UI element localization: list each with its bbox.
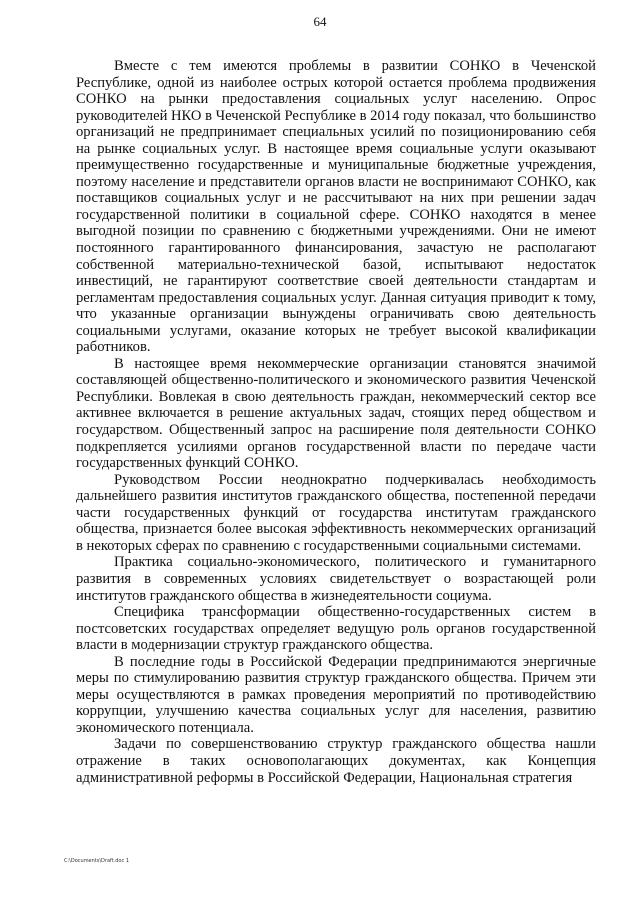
paragraph-sonko-problems: Вместе с тем имеются проблемы в развитии СОНКО в Чеченской Республике, одной из наиболее острых которой остается проблема продвижения СОНКО на рынки предоставления социальных услуг населению. Опрос руководителей НКО в Чеченской Республике в 2014 году показал, что большинство организаций не предпринимает специальных усилий по позиционированию себя на рынке социальных услуг. В настоящее время социальные услуги оказывают преимущественно государственные и муниципальные бюджетные учреждения, поэтому население и представители органов власти не воспринимают СОНКО, как поставщиков социальных услуг и не рассчитывают на них при решении задач государственной политики в социальной сфере. СОНКО находятся в менее выгодной позиции по сравнению с бюджетными учреждениями. Они не имеют постоянного гарантированного финансирования, зачастую не располагают собственной материально-технической базой, испытывают недостаток инвестиций, не гарантируют соответствие своей деятельности стандартам и регламентам предоставления социальных услуг. Данная ситуация приводит к тому, что указанные организации вынуждены ограничивать свою деятельность социальными услугами, оказание которых не требует высокой квалификации работников. — [76, 58, 597, 356]
paragraph-russian-leadership: Руководством России неоднократно подчеркивалась необходимость дальнейшего развития институтов гражданского общества, постепенной передачи части государственных функций от государства институтам гражданского общества, признается более высокая эффективность некоммерческих организаций в некоторых сферах по сравнению с государственными социальными системами. — [76, 471, 596, 554]
page-number: 64 — [313, 14, 327, 29]
body-text — [76, 58, 596, 786]
paragraph-nko-significance: В настоящее время некоммерческие организации становятся значимой составляющей общественно-политического и экономического развития Чеченской Республики. Вовлекая в свою деятельность граждан, некоммерческий сектор все активнее включается в решение актуальных задач, стоящих перед обществом и государством. Общественный запрос на расширение поля деятельности СОНКО подкрепляется усилиями органов государственной власти по передаче части государственных функций СОНКО. — [76, 355, 596, 472]
paragraph-transformation: Специфика трансформации общественно-государственных систем в постсоветских государствах определяет ведущую роль органов государственной власти в модернизации структур гражданского общества. — [76, 604, 596, 654]
footer-file-path: C:\Documents\Draft.doc 1 — [64, 858, 129, 864]
paragraph-tasks: Задачи по совершенствованию структур гражданского общества нашли отражение в таких основополагающих документах, как Концепция административной реформы в Российской Федерации, Национальная стратегия — [76, 736, 596, 786]
paragraph-practice: Практика социально-экономического, политического и гуманитарного развития в современных условиях свидетельствует о возрастающей роли институтов гражданского общества в жизнедеятельности социума. — [76, 554, 596, 604]
paragraph-recent-years: В последние годы в Российской Федерации предпринимаются энергичные меры по стимулированию развития структур гражданского общества. Причем эти меры осуществляются в рамках проведения мероприятий по противодействию коррупции, улучшению качества социальных услуг для населения, развитию экономического потенциала. — [76, 653, 596, 736]
